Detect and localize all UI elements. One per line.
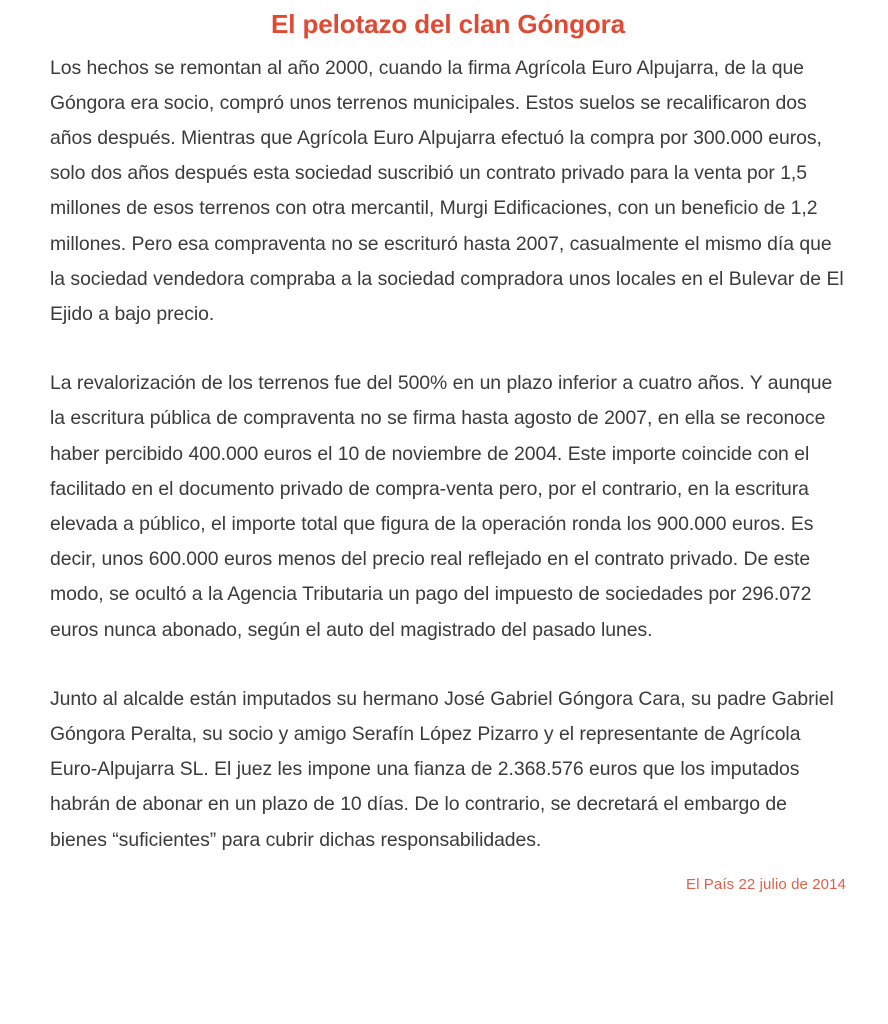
page-title: El pelotazo del clan Góngora bbox=[270, 9, 626, 39]
article-paragraph-1: Los hechos se remontan al año 2000, cuando la firma Agrícola Euro Alpujarra, de la que Góngora era socio, compró unos terrenos municipales. Estos suelos se recalificaron dos años después. Mientras que Agrícola Euro Alpujarra efectuó la compra por 300.000 euros, solo dos años después esta sociedad suscribió un contrato privado para la venta por 1,5 millones de esos terrenos con otra mercantil, Murgi Edificaciones, con un beneficio de 1,2 millones. Pero esa compraventa no se escrituró hasta 2007, casualmente el mismo día que la sociedad vendedora compraba a la sociedad compradora unos locales en el Bulevar de El Ejido a bajo precio. bbox=[50, 56, 844, 325]
article-source-attribution: El País 22 julio de 2014 bbox=[685, 875, 846, 893]
article-paragraph-3: Junto al alcalde están imputados su hermano José Gabriel Góngora Cara, su padre Gabriel Góngora Peralta, su socio y amigo Serafín López Pizarro y el representante de Agrícola Euro-Alpujarra SL. El juez les impone una fianza de 2.368.576 euros que los imputados habrán de abonar en un plazo de 10 días. De lo contrario, se decretará el embargo de bienes “suficientes” para cubrir dichas responsabilidades. bbox=[50, 687, 834, 851]
article-paragraph-2: La revalorización de los terrenos fue del 500% en un plazo inferior a cuatro años. Y aunque la escritura pública de compraventa no se firma hasta agosto de 2007, en ella se reconoce haber percibido 400.000 euros el 10 de noviembre de 2004. Este importe coincide con el facilitado en el documento privado de compra-venta pero, por el contrario, en la escritura elevada a público, el importe total que figura de la operación ronda los 900.000 euros. Es decir, unos 600.000 euros menos del precio real reflejado en el contrato privado. De este modo, se ocultó a la Agencia Tributaria un pago del impuesto de sociedades por 296.072 euros nunca abonado, según el auto del magistrado del pasado lunes. bbox=[50, 372, 833, 641]
article-body bbox=[50, 51, 846, 858]
